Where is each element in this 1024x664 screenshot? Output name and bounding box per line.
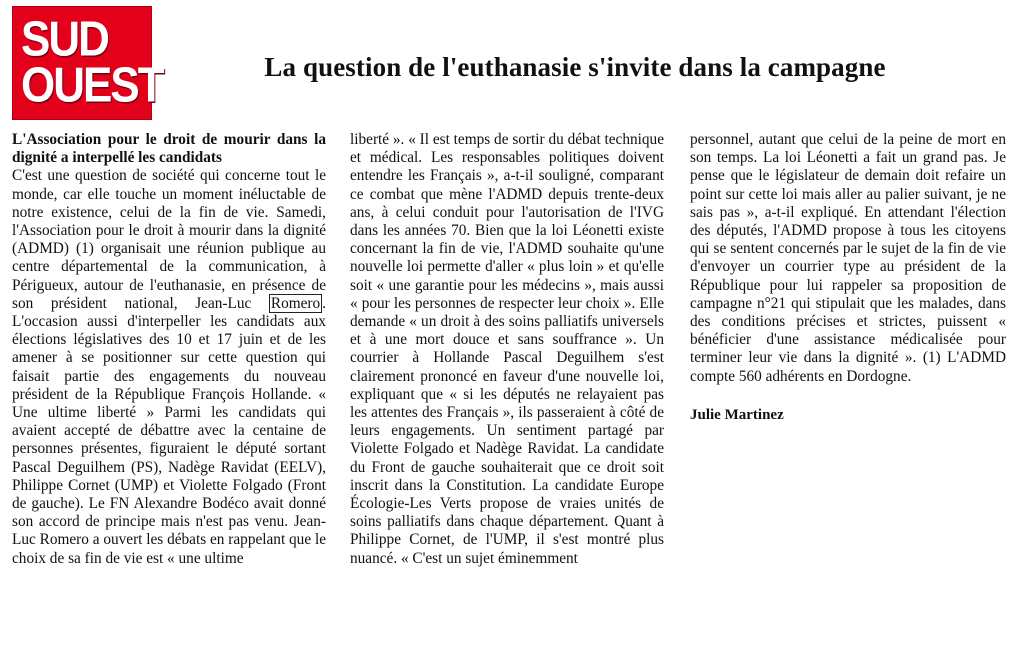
article-headline: La question de l'euthanasie s'invite dans la campagne	[264, 52, 886, 82]
column-1-text-b: . L'occasion aussi d'interpeller les candidats aux élections législatives des 10 et 17 juin et de les amener à se positionner sur cette question qui faisait partie des engagements du nouveau président de la République François Hollande. « Une ultime liberté » Parmi les candidats qui avaient accepté de débattre avec la centaine de personnes présentes, figuraient le député sortant Pascal Deguilhem (PS), Nadège Ravidat (EELV), Philippe Cornet (UMP) et Violette Folgado (Front de gauche). Le FN Alexandre Bodéco avait donné son accord de principe mais n'est pas venu. Jean-Luc Romero a ouvert les débats en rappelant que le choix de sa fin de vie est « une ultime	[12, 294, 327, 567]
column-1-text-a: C'est une question de société qui concerne tout le monde, car elle touche un moment inéluctable de notre existence, celui de la fin de vie. Samedi, l'Association pour le droit à mourir dans la dignité (ADMD) (1) organisait une réunion publique au centre départemental de la communication, à Périgueux, autour de l'euthanasie, en présence de son président national, Jean-Luc	[12, 167, 326, 312]
column-2-text: liberté ». « Il est temps de sortir du débat technique et médical. Les responsables politiques doivent entendre les Français », a-t-il souligné, comparant ce combat que mène l'ADMD depuis trente-deux ans, à celui conduit pour l'autorisation de l'IVG dans les années 70. Bien que la loi Léonetti existe concernant la fin de vie, l'ADMD souhaite qu'une nouvelle loi permette d'aller « plus loin » et qu'elle soit « une garantie pour les médecins », mais aussi « pour les personnes de respecter leur choix ». Elle demande « un droit à des soins palliatifs universels et à une mort douce et sans souffrance ». Un courrier à Hollande Pascal Deguilhem s'est clairement prononcé en faveur d'une nouvelle loi, expliquant que « si les députés ne relayaient pas les attentes des Français », ils passeraient à côté de leurs engagements. Un sentiment partagé par Violette Folgado et Nadège Ravidat. La candidate du Front de gauche souhaiterait que ce droit soit inscrit dans la Constitution. La candidate Europe Écologie-Les Verts propose de vraies unités de soins palliatifs dans chaque département. Quant à Philippe Cornet, de l'UMP, il s'est montré plus nuancé. « C'est un sujet éminemment	[350, 131, 664, 567]
column-1-text	[12, 167, 326, 567]
highlighted-word: Romero	[270, 294, 321, 312]
article-column-1	[12, 131, 326, 568]
logo-line-1: SUD	[21, 12, 108, 67]
article-byline: Julie Martinez	[690, 406, 784, 423]
column-3-text: personnel, autant que celui de la peine de mort en son temps. La loi Léonetti a fait un grand pas. Je pense que le législateur de demain doit refaire un point sur cette loi mais aller au palier suivant, je ne sais pas », a-t-il expliqué. En attendant l'élection des députés, l'ADMD propose à tous les citoyens qui se sentent concernés par le sujet de la fin de vie d'envoyer un courrier type au président de la République pour lui rappeler sa proposition de campagne n°21 qui stipulait que les malades, dans des conditions précises et strictes, puissent « bénéficier d'une assistance médicalisée pour terminer leur vie dans la dignité ». (1) L'ADMD compte 560 adhérents en Dordogne.	[690, 131, 1006, 385]
article-column-3	[690, 131, 1006, 424]
sud-ouest-logo	[12, 6, 163, 120]
article-lede: L'Association pour le droit de mourir dans la dignité a interpellé les candidats	[12, 131, 326, 167]
article-column-2	[350, 131, 664, 568]
logo-line-2: OUEST	[21, 57, 163, 113]
